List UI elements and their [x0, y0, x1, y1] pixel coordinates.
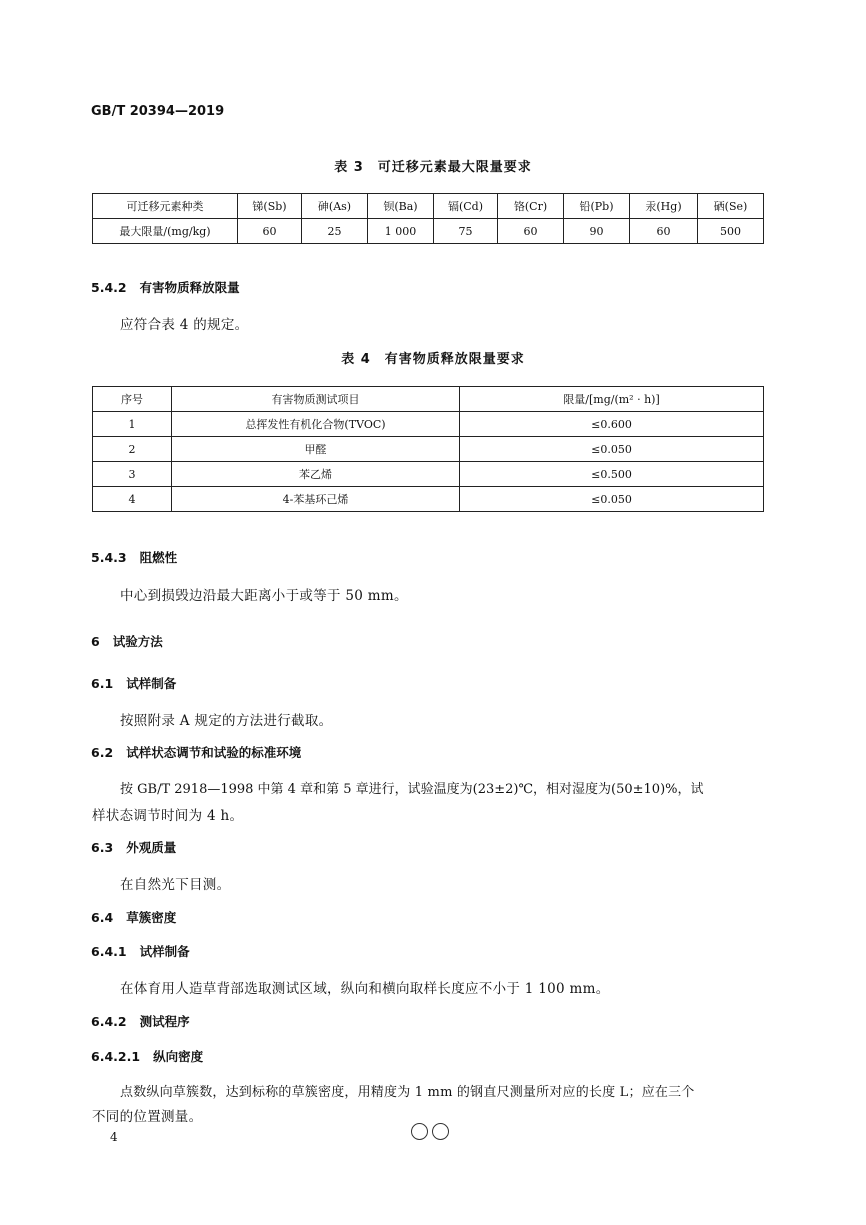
circle-icon: [411, 1123, 428, 1140]
table4-caption: 表 4 有害物质释放限量要求: [341, 352, 525, 367]
table-row: [93, 487, 764, 512]
section-6-4-2-1-heading: [91, 1047, 203, 1065]
paragraph-line: 样状态调节时间为 4 h。: [92, 808, 244, 824]
table4-cell: 总挥发性有机化合物(TVOC): [172, 412, 460, 437]
section-number: 6.4: [91, 910, 114, 925]
table3-cell: 钡(Ba): [368, 194, 434, 219]
section-title: 外观质量: [126, 840, 177, 855]
table4-header-row: [93, 387, 764, 412]
paragraph-line: 按 GB/T 2918—1998 中第 4 章和第 5 章进行，试验温度为(23±2)℃，相对湿度为(50±10)%，试: [120, 782, 704, 797]
table4-cell: 4-苯基环己烯: [172, 487, 460, 512]
section-number: 6: [91, 634, 100, 649]
paragraph-line: 不同的位置测量。: [92, 1109, 203, 1125]
table4-cell: 3: [93, 462, 172, 487]
section-5-4-3-heading: [91, 548, 177, 566]
section-6-4-2-heading: [91, 1012, 190, 1030]
table-row: [93, 412, 764, 437]
table3-cell: 铅(Pb): [564, 194, 630, 219]
table-row: [93, 437, 764, 462]
section-title: 纵向密度: [153, 1049, 204, 1064]
table3-cell: 60: [498, 219, 564, 244]
table4-cell: 1: [93, 412, 172, 437]
paragraph: 按照附录 A 规定的方法进行截取。: [120, 713, 333, 729]
section-6-4-heading: [91, 908, 176, 926]
paragraph: 在自然光下目测。: [120, 877, 231, 893]
circle-icon: [432, 1123, 449, 1140]
section-title: 阻燃性: [139, 550, 178, 565]
section-6-heading: [91, 632, 163, 650]
paragraph: 应符合表 4 的规定。: [120, 317, 249, 333]
table3-cell: 25: [302, 219, 368, 244]
section-title: 有害物质释放限量: [139, 280, 240, 295]
table4-cell: ≤0.500: [460, 462, 764, 487]
table3-caption: 表 3 可迁移元素最大限量要求: [334, 160, 532, 175]
table3-cell: 60: [238, 219, 302, 244]
table-row: [93, 462, 764, 487]
table4-cell: ≤0.050: [460, 487, 764, 512]
section-6-1-heading: [91, 674, 176, 692]
section-6-3-heading: [91, 838, 176, 856]
table3-cell: 1 000: [368, 219, 434, 244]
table3-cell: 砷(As): [302, 194, 368, 219]
table3-cell: 铬(Cr): [498, 194, 564, 219]
table3-row-limits: [93, 219, 764, 244]
section-number: 6.2: [91, 745, 114, 760]
table4-header: 限量/[mg/(m² · h)]: [460, 387, 764, 412]
section-title: 草簇密度: [126, 910, 177, 925]
section-number: 6.4.1: [91, 944, 127, 959]
footer-mark: [411, 1123, 449, 1140]
paragraph-line: 点数纵向草簇数，达到标称的草簇密度，用精度为 1 mm 的钢直尺测量所对应的长度 L；应在三个: [120, 1085, 695, 1100]
section-title: 试样制备: [139, 944, 190, 959]
table4-cell: ≤0.600: [460, 412, 764, 437]
section-title: 试验方法: [112, 634, 163, 649]
table4-cell: 苯乙烯: [172, 462, 460, 487]
table4-cell: 4: [93, 487, 172, 512]
table4-cell: 甲醛: [172, 437, 460, 462]
table3-cell: 75: [434, 219, 498, 244]
standard-id: GB/T 20394—2019: [91, 104, 225, 119]
table3-cell: 最大限量/(mg/kg): [93, 219, 238, 244]
section-title: 试样制备: [126, 676, 177, 691]
table3-cell: 镉(Cd): [434, 194, 498, 219]
table4-cell: ≤0.050: [460, 437, 764, 462]
table4: [92, 386, 764, 512]
paragraph: 中心到损毁边沿最大距离小于或等于 50 mm。: [120, 588, 408, 604]
table3-cell: 90: [564, 219, 630, 244]
table3-cell: 60: [630, 219, 698, 244]
page-number: 4: [110, 1130, 118, 1144]
table4-header: 序号: [93, 387, 172, 412]
section-number: 5.4.3: [91, 550, 127, 565]
table3-cell: 500: [698, 219, 764, 244]
section-number: 6.1: [91, 676, 114, 691]
table3-cell: 硒(Se): [698, 194, 764, 219]
table4-header: 有害物质测试项目: [172, 387, 460, 412]
table3-cell: 锑(Sb): [238, 194, 302, 219]
section-title: 试样状态调节和试验的标准环境: [126, 745, 302, 760]
section-number: 6.4.2: [91, 1014, 127, 1029]
paragraph: 在体育用人造草背部选取测试区域，纵向和横向取样长度应不小于 1 100 mm。: [120, 981, 610, 997]
section-number: 6.4.2.1: [91, 1049, 141, 1064]
section-number: 6.3: [91, 840, 114, 855]
section-6-2-heading: [91, 743, 301, 761]
section-number: 5.4.2: [91, 280, 127, 295]
section-title: 测试程序: [139, 1014, 190, 1029]
table3-row-elements: [93, 194, 764, 219]
table3: [92, 193, 764, 244]
table4-cell: 2: [93, 437, 172, 462]
table3-cell: 汞(Hg): [630, 194, 698, 219]
table3-cell: 可迁移元素种类: [93, 194, 238, 219]
section-5-4-2-heading: [91, 278, 240, 296]
section-6-4-1-heading: [91, 942, 190, 960]
